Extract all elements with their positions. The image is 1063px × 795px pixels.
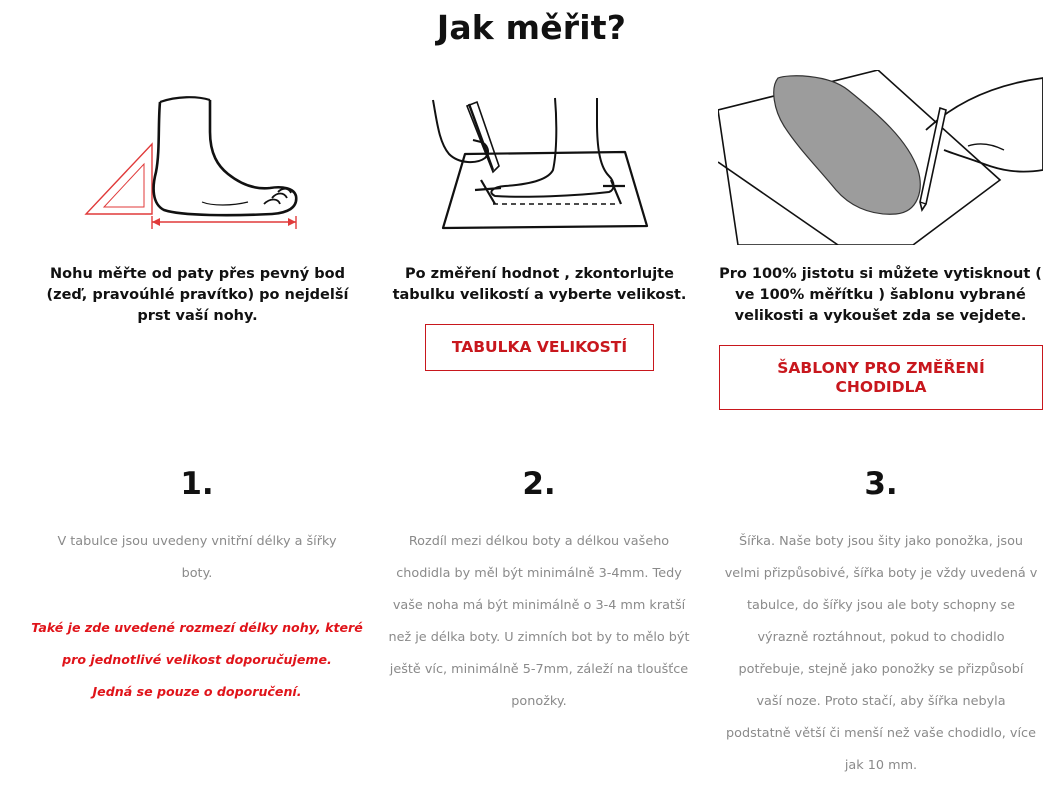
step-caption-2: Po změření hodnot , zkontorlujte tabulku velikostí a vyberte velikost. xyxy=(392,266,687,303)
foot-on-paper-icon xyxy=(425,92,650,232)
size-table-button[interactable]: TABULKA VELIKOSTÍ xyxy=(425,324,654,371)
text-line: výrazně roztáhnout, pokud to chodidlo xyxy=(757,630,1005,645)
step-caption-3: Pro 100% jistotu si můžete vytisknout ( ve 100% měřítku ) šablonu vybrané velikosti a vykoušet zda se vejdete. xyxy=(719,266,1042,324)
info-number-2: 2. xyxy=(522,466,556,502)
text-line: potřebuje, stejně jako ponožky se přizpůsobí xyxy=(738,662,1024,677)
text-line: Šířka. Naše boty jsou šity jako ponožka, jsou xyxy=(738,534,1024,549)
text-line: V tabulce jsou uvedeny vnitřní délky a šířky xyxy=(57,534,337,549)
foot-templates-button-line1: ŠABLONY PRO ZMĚŘENÍ xyxy=(777,358,985,377)
text-line: tabulce, do šířky jsou ale boty schopny se xyxy=(746,598,1016,613)
info-text-1 xyxy=(22,526,372,590)
text-line: vaše noha má být minimálně o 3-4 mm kratší xyxy=(392,598,686,613)
template-fit-icon xyxy=(718,70,1043,245)
info-text-2 xyxy=(364,526,714,718)
note-line: Jedná se pouze o doporučení. xyxy=(92,684,302,699)
info-number-1: 1. xyxy=(180,466,214,502)
step-caption-1: Nohu měřte od paty přes pevný bod (zeď, pravoúhlé pravítko) po nejdelší prst vaší nohy. xyxy=(46,266,349,324)
info-number-3: 3. xyxy=(864,466,898,502)
text-line: Rozdíl mezi délkou boty a délkou vašeho xyxy=(408,534,670,549)
page-title: Jak měřit? xyxy=(436,8,627,47)
text-line: vaší noze. Proto stačí, aby šířka nebyla xyxy=(756,694,1006,709)
foot-templates-button[interactable] xyxy=(719,345,1043,410)
text-line: ještě víc, minimálně 5-7mm, záleží na tloušťce xyxy=(389,662,689,677)
text-line: jak 10 mm. xyxy=(844,758,918,773)
text-line: ponožky. xyxy=(511,694,567,709)
text-line: velmi přizpůsobivé, šířka boty je vždy uvedená v xyxy=(724,566,1038,581)
foot-templates-button-line2: CHODIDLA xyxy=(835,377,927,396)
note-line: pro jednotlivé velikost doporučujeme. xyxy=(62,652,332,667)
text-line: než je délka boty. U zimních bot by to mělo být xyxy=(388,630,690,645)
info-note-1 xyxy=(22,612,372,708)
text-line: chodidla by měl být minimálně 3-4mm. Tedy xyxy=(396,566,682,581)
foot-measure-icon xyxy=(82,92,307,237)
info-text-3 xyxy=(706,526,1056,782)
text-line: boty. xyxy=(181,566,213,581)
note-line: Také je zde uvedené rozmezí délky nohy, které xyxy=(31,620,363,635)
text-line: podstatně větší či menší než vaše chodidlo, více xyxy=(726,726,1036,741)
